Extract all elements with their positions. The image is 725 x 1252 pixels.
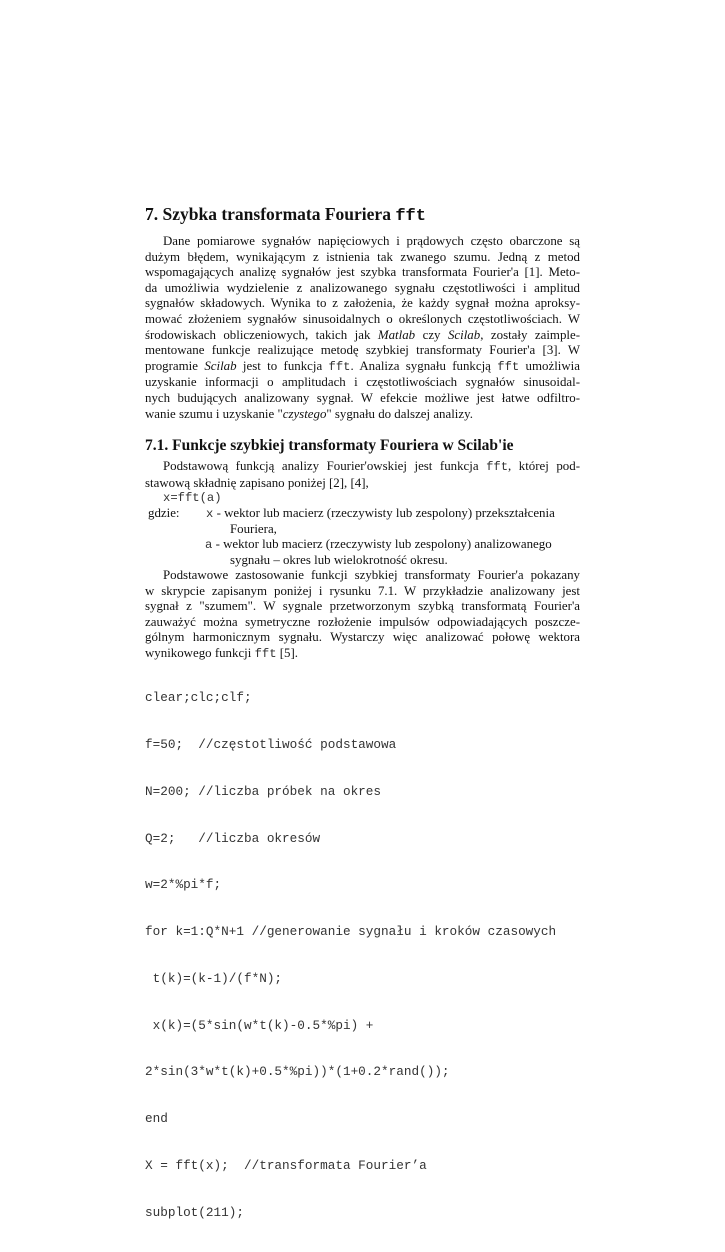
p2-line: Podstawową funkcją analizy Fourier'owskiej jest funkcja fft, której pod- (163, 459, 580, 474)
intro-line: uzyskanie informacji o amplitudach i częstotliwościach sygnałów sinusoidal- (145, 375, 580, 390)
p3-line: sygnał z "szumem". W sygnale przetworzonym szybką transformatą Fourier'a (145, 599, 580, 614)
intro-line: środowiskach obliczeniowych, takich jak Matlab czy Scilab, zostały zaimple- (145, 327, 580, 342)
code-line: for k=1:Q*N+1 //generowanie sygnału i kroków czasowych (145, 924, 557, 940)
intro-line: sygnałów składowych. Wynika to z założenia, że każdy sygnał można aproksy- (145, 296, 580, 311)
p3-line: wynikowego funkcji fft [5]. (145, 645, 298, 661)
section-title-code: fft (395, 207, 426, 226)
intro-line: mować złożeniem sygnałów sinusoidalnych o określonych częstotliwościach. W (145, 311, 580, 326)
code-line: N=200; //liczba próbek na okres (145, 783, 382, 799)
inline-code: fft (254, 646, 277, 661)
where-x (145, 506, 580, 523)
code-line: end (145, 1111, 168, 1127)
subsection-number: 7.1. (145, 437, 169, 454)
scilab-name: Scilab (447, 327, 481, 342)
scilab-name: Scilab (204, 358, 237, 373)
param-a: a (205, 538, 213, 552)
where-a (205, 537, 580, 554)
subsection-heading (145, 437, 514, 455)
syntax-code: x=fft(a) (163, 491, 222, 505)
p3-line: gólnym harmonicznym sygnału. Wystarczy więc analizować połowę wektora (145, 630, 580, 645)
section-title: Szybka transformata Fouriera (162, 204, 391, 224)
section-heading (145, 204, 426, 226)
intro-line: da umożliwia wydzielenie z analizowanego sygnału częstotliwości i amplitud (145, 280, 580, 295)
code-line: x(k)=(5*sin(w*t(k)-0.5*%pi) + (145, 1017, 374, 1033)
where-a-cont: sygnału – okres lub wielokrotność okresu. (230, 553, 448, 567)
p3-line: w skrypcie zapisanym poniżej i rysunku 7.1. W przykładzie analizowany jest (145, 583, 580, 598)
intro-line: wspomagających analizę sygnałów jest szybka transformata Fourier'a [1]. Meto- (145, 265, 580, 280)
syntax-paragraph (145, 459, 580, 491)
inline-code: fft (486, 460, 509, 474)
code-line: clear;clc;clf; (145, 690, 252, 706)
intro-line: nych budujących analizowany sygnał. W efekcie możliwe jest łatwe odfiltro- (145, 390, 580, 405)
intro-line: wanie szumu i uzyskanie "czystego" sygnału do dalszej analizy. (145, 406, 473, 421)
code-line: f=50; //częstotliwość podstawowa (145, 736, 397, 752)
code-line: t(k)=(k-1)/(f*N); (145, 970, 283, 986)
where-label: gdzie: (148, 506, 180, 520)
p3-line: zauważyć można symetryczne rozłożenie impulsów odpowiadających poszcze- (145, 614, 580, 629)
emphasis: czystego (282, 406, 327, 421)
intro-line: dużym błędem, wynikającym z istnienia tak zwanego szumu. Jedną z metod (145, 249, 580, 264)
param-a-desc: - wektor lub macierz (rzeczywisty lub zespolony) analizowanego (215, 537, 552, 551)
param-x-desc: - wektor lub macierz (rzeczywisty lub zespolony) przekształcenia (216, 506, 555, 520)
code-listing (145, 659, 556, 1252)
section-number: 7. (145, 204, 159, 224)
intro-line: Dane pomiarowe sygnałów napięciowych i prądowych często obarczone są (163, 234, 580, 248)
code-line: X = fft(x); //transformata Fourier’a (145, 1158, 427, 1173)
syntax-line (163, 490, 222, 507)
code-line: Q=2; //liczba okresów (145, 830, 321, 846)
where-x-cont: Fouriera, (230, 522, 277, 536)
code-line: subplot(211); (145, 1204, 244, 1220)
p3-line: Podstawowe zastosowanie funkcji szybkiej transformaty Fourier'a pokazany (163, 568, 580, 582)
intro-paragraph (145, 234, 580, 422)
param-x: x (206, 507, 214, 521)
intro-line: mentowane funkcje realizujące metodę szybkiej transformaty Fourier'a [3]. W (145, 343, 580, 358)
p2-line: stawową składnię zapisano poniżej [2], [4], (145, 475, 369, 490)
code-line: w=2*%pi*f; (145, 877, 222, 893)
intro-line: programie Scilab jest to funkcja fft. Analiza sygnału funkcją fft umożliwia (145, 358, 580, 374)
usage-paragraph (145, 568, 580, 663)
code-line: 2*sin(3*w*t(k)+0.5*%pi))*(1+0.2*rand()); (145, 1064, 450, 1080)
subsection-title: Funkcje szybkiej transformaty Fouriera w Scilab'ie (172, 437, 514, 454)
inline-code: fft (497, 359, 520, 374)
matlab-name: Matlab (377, 327, 416, 342)
inline-code: fft (328, 359, 351, 374)
